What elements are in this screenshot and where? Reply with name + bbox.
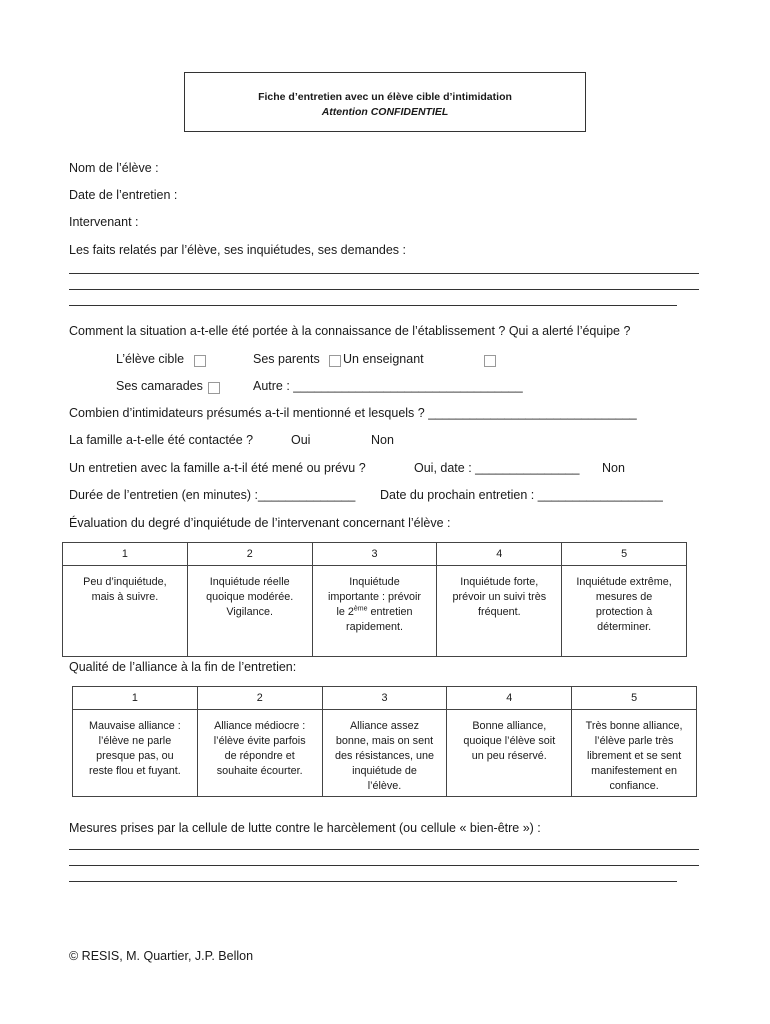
title-box xyxy=(184,72,586,132)
evaluation-description-cell: Inquiétude importante : prévoir le 2ème entretien rapidement. xyxy=(312,566,437,657)
intimidateurs-question[interactable]: Combien d’intimidateurs présumés a-t-il mentionné et lesquels ? ______________________________ xyxy=(69,406,637,420)
evaluation-level-cell[interactable]: 5 xyxy=(562,543,687,566)
mesures-answer-line[interactable] xyxy=(69,865,699,866)
mesures-answer-line[interactable] xyxy=(69,881,677,882)
evaluation-description-cell: Inquiétude réelle quoique modérée. Vigilance. xyxy=(187,566,312,657)
alliance-level-cell[interactable]: 5 xyxy=(572,687,697,710)
faits-field-label: Les faits relatés par l’élève, ses inquiétudes, ses demandes : xyxy=(69,243,406,257)
mesures-label: Mesures prises par la cellule de lutte contre le harcèlement (ou cellule « bien-être ») : xyxy=(69,821,541,835)
evaluation-table xyxy=(62,542,687,657)
option-eleve-cible-checkbox[interactable] xyxy=(194,354,206,368)
famille-non-option[interactable]: Non xyxy=(371,433,394,447)
option-enseignant-checkbox[interactable] xyxy=(484,354,496,368)
alliance-level-cell[interactable]: 2 xyxy=(197,687,322,710)
option-parents-checkbox[interactable] xyxy=(329,354,341,368)
entretien-famille-oui-date[interactable]: Oui, date : _______________ xyxy=(414,461,580,475)
alliance-label: Qualité de l’alliance à la fin de l’entretien: xyxy=(69,660,297,674)
option-enseignant-label: Un enseignant xyxy=(343,352,424,366)
date-field-label[interactable]: Date de l’entretien : xyxy=(69,188,178,202)
option-autre-field[interactable]: Autre : _________________________________ xyxy=(253,379,523,393)
evaluation-label: Évaluation du degré d’inquiétude de l’intervenant concernant l’élève : xyxy=(69,516,451,530)
alliance-description-cell: Mauvaise alliance : l’élève ne parle presque pas, ou reste flou et fuyant. xyxy=(73,710,198,797)
faits-answer-line[interactable] xyxy=(69,289,699,290)
alliance-level-cell[interactable]: 1 xyxy=(73,687,198,710)
alliance-table xyxy=(72,686,697,797)
alliance-description-cell: Alliance assez bonne, mais on sent des résistances, une inquiétude de l’élève. xyxy=(322,710,447,797)
evaluation-level-cell[interactable]: 3 xyxy=(312,543,437,566)
intervenant-field-label[interactable]: Intervenant : xyxy=(69,215,139,229)
prochain-entretien-field[interactable]: Date du prochain entretien : __________________ xyxy=(380,488,663,502)
connaissance-question: Comment la situation a-t-elle été portée à la connaissance de l’établissement ? Qui a alerté l’équipe ? xyxy=(69,324,631,338)
duree-field[interactable]: Durée de l’entretien (en minutes) :______________ xyxy=(69,488,356,502)
entretien-famille-non-option[interactable]: Non xyxy=(602,461,625,475)
faits-answer-line[interactable] xyxy=(69,305,677,306)
faits-answer-line[interactable] xyxy=(69,273,699,274)
alliance-description-cell: Bonne alliance, quoique l’élève soit un peu réservé. xyxy=(447,710,572,797)
evaluation-level-cell[interactable]: 4 xyxy=(437,543,562,566)
evaluation-description-cell: Inquiétude forte, prévoir un suivi très fréquent. xyxy=(437,566,562,657)
page-title: Fiche d’entretien avec un élève cible d’intimidation xyxy=(258,91,512,103)
entretien-famille-question: Un entretien avec la famille a-t-il été mené ou prévu ? xyxy=(69,461,366,475)
nom-field-label[interactable]: Nom de l’élève : xyxy=(69,161,159,175)
option-parents-label: Ses parents xyxy=(253,352,320,366)
alliance-level-cell[interactable]: 4 xyxy=(447,687,572,710)
alliance-level-cell[interactable]: 3 xyxy=(322,687,447,710)
mesures-answer-line[interactable] xyxy=(69,849,699,850)
option-camarades-checkbox[interactable] xyxy=(208,381,220,395)
evaluation-description-cell: Inquiétude extrême, mesures de protection à déterminer. xyxy=(562,566,687,657)
evaluation-level-cell[interactable]: 1 xyxy=(63,543,188,566)
evaluation-description-cell: Peu d’inquiétude, mais à suivre. xyxy=(63,566,188,657)
option-camarades-label: Ses camarades xyxy=(116,379,203,393)
alliance-description-cell: Très bonne alliance, l’élève parle très librement et se sent manifestement en confiance. xyxy=(572,710,697,797)
confidential-notice: Attention CONFIDENTIEL xyxy=(321,106,449,118)
option-eleve-cible-label: L’élève cible xyxy=(116,352,185,366)
famille-oui-option[interactable]: Oui xyxy=(291,433,311,447)
famille-question: La famille a-t-elle été contactée ? xyxy=(69,433,254,447)
evaluation-level-cell[interactable]: 2 xyxy=(187,543,312,566)
alliance-description-cell: Alliance médiocre : l’élève évite parfois de répondre et souhaite écourter. xyxy=(197,710,322,797)
footer-credits: © RESIS, M. Quartier, J.P. Bellon xyxy=(69,949,254,963)
